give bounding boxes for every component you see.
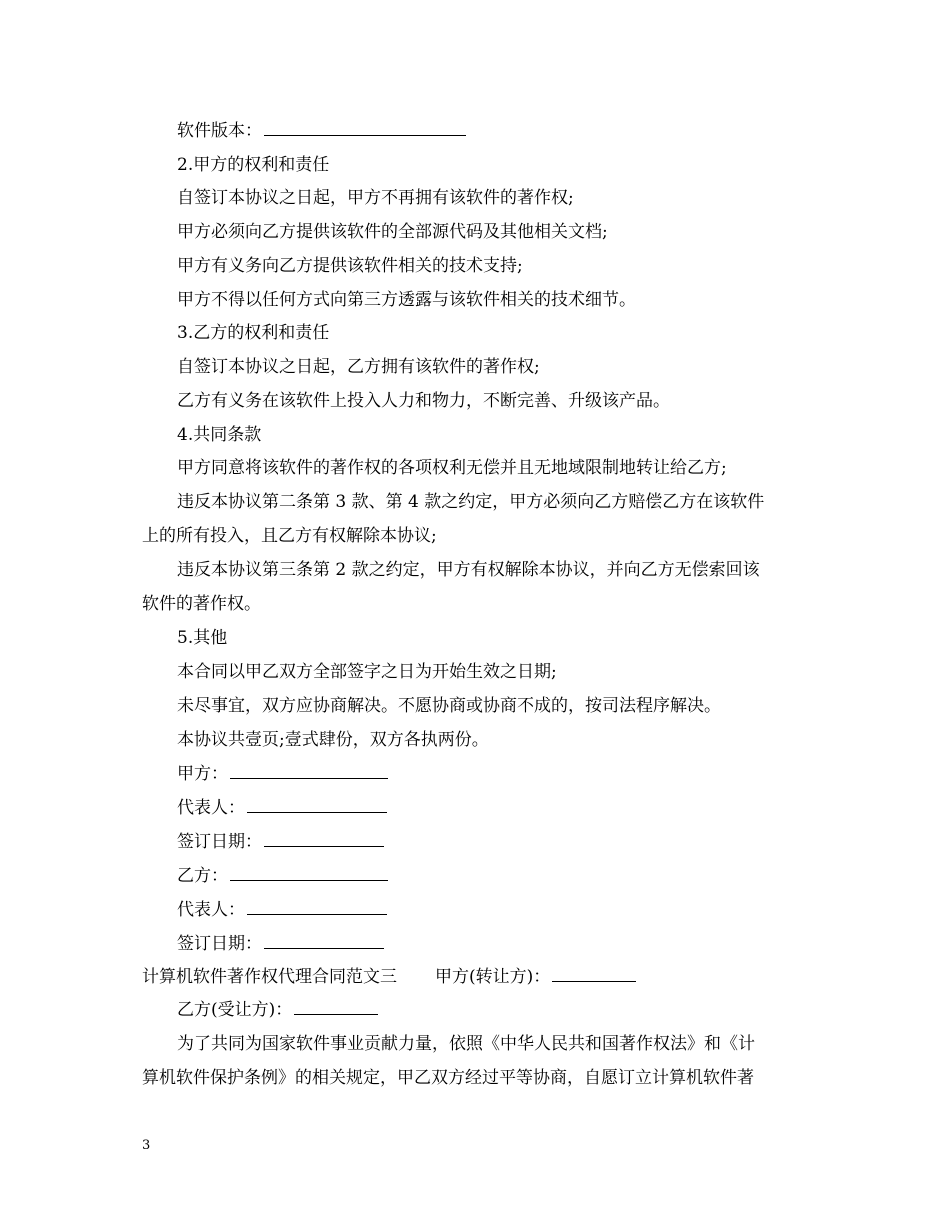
party-b-representative-line [177, 898, 857, 922]
party-a-representative-line [177, 796, 857, 820]
preamble-line: 为了共同为国家软件事业贡献力量，依照《中华人民共和国著作权法》和《计 [177, 1034, 755, 1054]
party-b-label: 乙方： [177, 866, 228, 886]
transferee-label: 乙方(受让方)： [177, 1000, 293, 1020]
signing-date-blank [264, 831, 384, 847]
software-version-blank [264, 120, 466, 136]
party-a-date-line [177, 830, 857, 854]
software-version-line [177, 119, 857, 143]
clause-line: 甲方不得以任何方式向第三方透露与该软件相关的技术细节。 [177, 290, 636, 310]
representative-blank [247, 797, 387, 813]
section-heading: 5.其他 [177, 628, 228, 648]
signing-date-blank [264, 933, 384, 949]
clause-line: 乙方有义务在该软件上投入人力和物力，不断完善、升级该产品。 [177, 391, 670, 411]
clause-line: 本协议共壹页;壹式肆份，双方各执两份。 [177, 730, 489, 750]
clause-line: 违反本协议第三条第 2 款之约定，甲方有权解除本协议，并向乙方无偿索回该 [177, 560, 760, 580]
party-a-blank [230, 763, 388, 779]
representative-label: 代表人： [177, 900, 245, 920]
clause-line: 未尽事宜，双方应协商解决。不愿协商或协商不成的，按司法程序解决。 [177, 696, 721, 716]
software-version-label: 软件版本： [177, 121, 262, 141]
signing-date-label: 签订日期： [177, 934, 262, 954]
section-heading: 3.乙方的权利和责任 [177, 323, 330, 343]
clause-line: 软件的著作权。 [142, 594, 261, 614]
representative-blank [247, 899, 387, 915]
transferee-line [177, 998, 857, 1022]
party-a-label: 甲方： [177, 764, 228, 784]
clause-line: 违反本协议第二条第 3 款、第 4 款之约定，甲方必须向乙方赔偿乙方在该软件 [177, 492, 765, 512]
party-b-blank [230, 865, 388, 881]
clause-line: 甲方同意将该软件的著作权的各项权利无偿并且无地域限制地转让给乙方; [177, 458, 727, 478]
clause-line: 本合同以甲乙双方全部签字之日为开始生效之日期; [177, 662, 557, 682]
section-heading: 2.甲方的权利和责任 [177, 155, 330, 175]
party-b-signature-line [177, 864, 857, 888]
clause-line: 甲方必须向乙方提供该软件的全部源代码及其他相关文档; [177, 222, 608, 242]
preamble-line: 算机软件保护条例》的相关规定，甲乙双方经过平等协商，自愿订立计算机软件著 [142, 1068, 754, 1088]
signing-date-label: 签订日期： [177, 832, 262, 852]
transferor-blank [552, 966, 636, 982]
transferee-blank [294, 999, 378, 1015]
clause-line: 上的所有投入，且乙方有权解除本协议; [142, 526, 437, 546]
page-number: 3 [142, 1138, 151, 1153]
contract-title: 计算机软件著作权代理合同范文三 [142, 967, 397, 987]
transferor-label: 甲方(转让方)： [435, 967, 551, 987]
section-heading: 4.共同条款 [177, 425, 262, 445]
clause-line: 自签订本协议之日起，甲方不再拥有该软件的著作权; [177, 188, 574, 208]
party-a-signature-line [177, 762, 857, 786]
representative-label: 代表人： [177, 798, 245, 818]
clause-line: 甲方有义务向乙方提供该软件相关的技术支持; [177, 256, 523, 276]
clause-line: 自签订本协议之日起，乙方拥有该软件的著作权; [177, 357, 540, 377]
contract-title-line [142, 965, 822, 989]
party-b-date-line [177, 932, 857, 956]
